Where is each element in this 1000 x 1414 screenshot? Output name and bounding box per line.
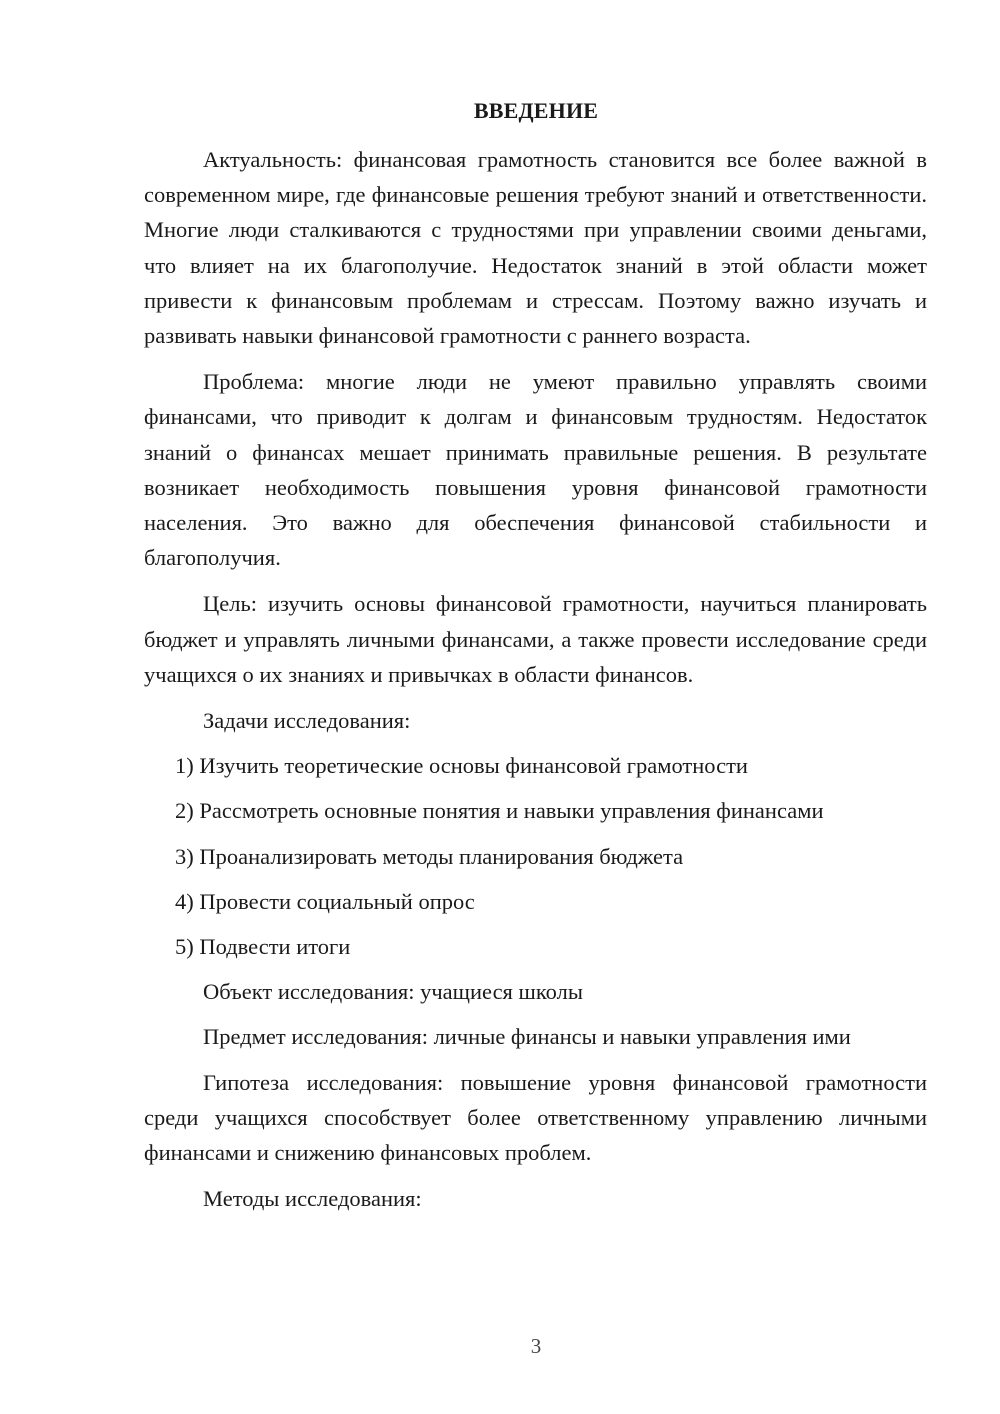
section-title: ВВЕДЕНИЕ: [473, 98, 599, 123]
page-number: 3: [530, 1334, 542, 1358]
list-item: 4) Провести социальный опрос: [175, 888, 475, 914]
list-item: 3) Проанализировать методы планирования бюджета: [175, 843, 684, 869]
tasks-list: [144, 748, 927, 964]
body-text: [144, 142, 927, 1226]
hypothesis-paragraph: Гипотеза исследования: повышение уровня финансовой грамотности среди учащихся способствует более ответственному управлению личными финансами и снижению финансовых проблем.: [144, 1069, 927, 1166]
goal-paragraph: Цель: изучить основы финансовой грамотности, научиться планировать бюджет и управлять личными финансами, а также провести исследование среди учащихся о их знаниях и привычках в области финансов.: [144, 591, 927, 687]
methods-heading: Методы исследования:: [203, 1186, 422, 1212]
list-item: 5) Подвести итоги: [175, 934, 351, 960]
list-item: 1) Изучить теоретические основы финансовой грамотности: [175, 753, 748, 779]
subject-line: Предмет исследования: личные финансы и навыки управления ими: [203, 1024, 851, 1050]
relevance-paragraph: Актуальность: финансовая грамотность становится все более важной в современном мире, где финансовые решения требуют знаний и ответственности. Многие люди сталкиваются с трудностями при управлении своими деньгами, что влияет на их благополучие. Недостаток знаний в этой области может привести к финансовым проблемам и стрессам. Поэтому важно изучать и развивать навыки финансовой грамотности с раннего возраста.: [144, 147, 927, 349]
list-item: 2) Рассмотреть основные понятия и навыки управления финансами: [175, 798, 824, 824]
tasks-heading: Задачи исследования:: [203, 708, 411, 734]
problem-paragraph: Проблема: многие люди не умеют правильно управлять своими финансами, что приводит к долгам и финансовым трудностям. Недостаток знаний о финансах мешает принимать правильные решения. В результате возникает необходимость повышения уровня финансовой грамотности населения. Это важно для обеспечения финансовой стабильности и благополучия.: [144, 369, 927, 571]
object-line: Объект исследования: учащиеся школы: [203, 979, 583, 1005]
